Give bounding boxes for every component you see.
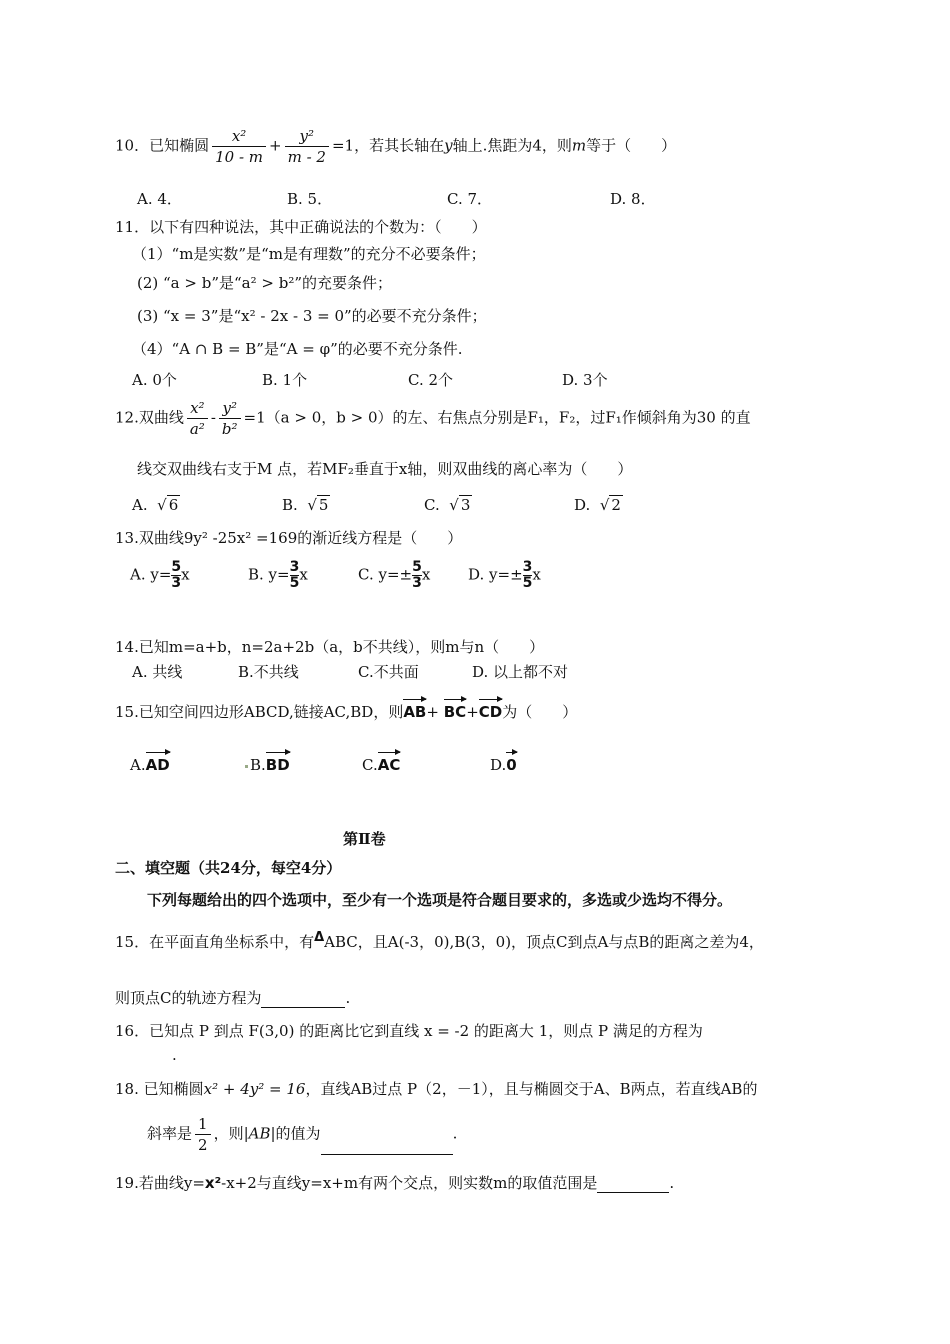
q14-option-d[interactable]: D. 以上都不对 [472, 663, 569, 681]
q18-line2-post: 的值为 [275, 1124, 321, 1143]
q16-stem: 16．已知点 P 到点 F(3,0) 的距离比它到直线 x = -2 的距离大 1，则点 P 满足的方程为 [115, 1022, 703, 1040]
part2-note: 下列每题给出的四个选项中，至少有一个选项是符合题目要求的，多选或少选均不得分。 [147, 891, 733, 909]
q15a-option-d-vector: 0 [506, 750, 516, 774]
q11-item-4: （4）“A ∩ B = B”是“A = φ”的必要不充分条件. [132, 340, 463, 358]
q12-frac2-den: b² [221, 420, 238, 438]
q11-option-c[interactable]: C. 2个 [408, 371, 454, 389]
q15b-line2 [115, 987, 350, 1008]
q12-stem [115, 398, 751, 439]
part2-title: 第Ⅱ卷 [343, 830, 386, 848]
q13-option-b-pre: B. y= [248, 565, 290, 584]
q11-stem: 11．以下有四种说法，其中正确说法的个数为：（ ） [115, 218, 487, 236]
q15a-vector-ab: AB [403, 697, 426, 721]
q12-frac1 [187, 398, 208, 439]
q18-abs-ab: |AB| [243, 1124, 276, 1143]
q13-option-a-frac [171, 560, 181, 591]
q10-option-d[interactable]: D. 8． [610, 190, 656, 208]
q15a-vector-bc: BC [444, 697, 466, 721]
q18-answer-blank[interactable] [321, 1138, 453, 1155]
q19-answer-blank[interactable] [597, 1176, 669, 1193]
q15b-post: ABC，且A(-3，0),B(3，0)，顶点C到点A与点B的距离之差为4， [324, 933, 764, 951]
q13-option-b-frac [290, 560, 300, 591]
q15a-plus2: + [466, 703, 479, 721]
q10-mid: 轴上.焦距为4，则 [452, 136, 572, 155]
q12-option-c[interactable] [424, 496, 472, 514]
q15a-option-b-vector: BD [266, 750, 290, 774]
q10-end: 等于（ ） [586, 136, 677, 155]
q19-end: . [669, 1174, 675, 1192]
q13-option-d-num: 3 [522, 559, 533, 575]
sqrt-icon: √ 5 [307, 496, 329, 514]
q16-answer-blank[interactable]: . [172, 1046, 177, 1064]
q15b-end: . [345, 989, 351, 1007]
q12-option-d[interactable] [574, 496, 623, 514]
q11-item-2: (2) “a > b”是“a² > b²”的充要条件； [137, 274, 393, 292]
q13-option-a-num: 5 [171, 559, 182, 575]
q13-option-b-num: 3 [289, 559, 300, 575]
q10-option-a[interactable]: A. 4． [137, 190, 182, 208]
q12-option-a-rad: 6 [168, 496, 179, 514]
q13-option-d-post: x [532, 565, 541, 584]
q15b-pre: 15．在平面直角坐标系中，有 [115, 933, 315, 951]
sqrt-icon: √ 6 [157, 496, 179, 514]
sqrt-icon: √ 2 [599, 496, 621, 514]
q13-option-c-pre: C. y=± [358, 565, 413, 584]
q13-option-d-pre: D. y=± [468, 565, 523, 584]
q13-option-b[interactable] [248, 560, 308, 591]
q15a-pre: 15.已知空间四边形ABCD,链接AC,BD，则 [115, 703, 404, 721]
q19-stem [115, 1172, 674, 1193]
part2-section-heading: 二、填空题（共24分，每空4分） [115, 859, 342, 877]
q13-option-b-den: 5 [289, 575, 300, 591]
q15a-option-a-label: A. [130, 756, 146, 774]
q10-option-b[interactable]: B. 5． [287, 190, 333, 208]
q10-stem [115, 126, 676, 167]
q10-frac2-den: m - 2 [287, 148, 326, 166]
q12-option-a-label: A. [132, 496, 148, 514]
dot-mark-icon [245, 765, 248, 768]
q10-frac1-num: x² [212, 126, 266, 147]
q10-number: 10．已知椭圆 [115, 136, 210, 155]
q15a-option-a-vector: AD [146, 750, 170, 774]
q10-frac2-num: y² [285, 126, 329, 147]
q13-option-c-frac [412, 560, 422, 591]
q12-option-c-label: C. [424, 496, 440, 514]
q18-slope-num: 1 [195, 1114, 211, 1135]
triangle-icon: Δ [314, 930, 325, 945]
q10-frac1 [212, 126, 266, 167]
q10-plus: + [269, 136, 282, 155]
q13-option-a-pre: A. y= [130, 565, 172, 584]
q15a-option-d-label: D. [490, 756, 507, 774]
q15b-line2-text: 则顶点C的轨迹方程为 [115, 989, 262, 1007]
q10-option-c[interactable]: C. 7． [447, 190, 493, 208]
q18-ellipse-eq: x² + 4y² = 16 [203, 1080, 306, 1098]
q19-post: -x+2与直线y=x+m有两个交点，则实数m的取值范围是 [221, 1174, 598, 1192]
q14-option-a[interactable]: A. 共线 [132, 663, 183, 681]
q15a-option-b-label: B. [250, 756, 266, 774]
q11-item-1: （1）“m是实数”是“m是有理数”的充分不必要条件； [132, 245, 486, 263]
q15a-option-b[interactable] [243, 750, 290, 774]
q13-stem: 13.双曲线9y² -25x² =169的渐近线方程是（ ） [115, 529, 463, 547]
q13-option-b-post: x [299, 565, 308, 584]
q11-option-a[interactable]: A. 0个 [132, 371, 177, 389]
q12-option-d-rad: 2 [611, 496, 621, 514]
q12-option-b-rad: 5 [318, 496, 329, 514]
q13-option-a-post: x [181, 565, 190, 584]
q15a-option-d[interactable] [490, 750, 517, 774]
q13-option-c-num: 5 [412, 559, 422, 575]
q10-eq: =1，若其长轴在 [331, 136, 445, 155]
q10-frac1-den: 10 - m [215, 148, 264, 166]
q15a-post: 为（ ） [502, 703, 578, 721]
q18-line2-pre: 斜率是 [147, 1124, 193, 1143]
q12-option-c-rad: 3 [460, 496, 471, 514]
q13-option-c-post: x [421, 565, 431, 584]
q10-m: m [571, 136, 587, 155]
q14-stem: 14.已知m=a+b，n=2a+2b（a，b不共线），则m与n（ ） [115, 638, 545, 656]
q12-frac1-num: x² [187, 398, 208, 419]
q15a-plus1: + [426, 703, 439, 721]
q18-line2 [147, 1114, 457, 1155]
q18-slope-den: 2 [198, 1136, 208, 1154]
q19-x-squared: x² [204, 1174, 222, 1192]
q18-end: . [452, 1124, 458, 1143]
q18-post: ，直线AB过点 P（2，－1），且与椭圆交于A、B两点，若直线AB的 [305, 1080, 758, 1098]
q15a-option-c[interactable] [362, 750, 400, 774]
sqrt-icon: √ 3 [449, 496, 471, 514]
q14-option-c[interactable]: C.不共面 [358, 663, 419, 681]
q12-rest: =1（a > 0，b > 0）的左、右焦点分别是F₁，F₂，过F₁作倾斜角为30 的直 [243, 408, 751, 427]
q15a-option-c-vector: AC [378, 750, 401, 774]
q13-option-a[interactable] [130, 560, 190, 591]
q11-item-3: (3) “x = 3”是“x² - 2x - 3 = 0”的必要不充分条件； [137, 307, 487, 325]
q10-y: y [444, 136, 453, 155]
q15b-answer-blank[interactable] [261, 991, 345, 1008]
q19-pre: 19.若曲线y= [115, 1174, 205, 1192]
q15a-vector-cd: CD [479, 697, 502, 721]
q18-stem [115, 1078, 757, 1099]
q12-minus: - [210, 408, 216, 427]
q12-frac2-num: y² [219, 398, 241, 419]
q11-option-b[interactable]: B. 1个 [262, 371, 308, 389]
q14-option-b[interactable]: B.不共线 [238, 663, 299, 681]
q18-pre: 18. 已知椭圆 [115, 1080, 204, 1098]
q12-option-a[interactable] [132, 496, 180, 514]
q13-option-d-frac [523, 560, 533, 591]
q13-option-d-den: 5 [522, 575, 533, 591]
q13-option-c[interactable] [358, 560, 430, 591]
q12-option-d-label: D. [574, 496, 591, 514]
q12-frac2 [219, 398, 241, 439]
q12-option-b-label: B. [282, 496, 298, 514]
q13-option-a-den: 3 [171, 575, 182, 591]
q15a-option-c-label: C. [362, 756, 378, 774]
q15a-option-a[interactable] [130, 750, 170, 774]
q12-line2: 线交双曲线右支于M 点，若MF₂垂直于x轴，则双曲线的离心率为（ ） [137, 460, 633, 478]
q15a-stem [115, 697, 577, 722]
q12-frac1-den: a² [189, 420, 205, 438]
q13-option-c-den: 3 [412, 575, 422, 591]
q12-number: 12.双曲线 [115, 408, 184, 427]
q12-option-b[interactable] [282, 496, 330, 514]
q15b-stem [115, 930, 764, 952]
q18-line2-mid: ，则 [213, 1124, 244, 1143]
q13-option-d[interactable] [468, 560, 541, 591]
q10-frac2 [285, 126, 329, 167]
q18-slope-frac [195, 1114, 211, 1155]
q11-option-d[interactable]: D. 3个 [562, 371, 608, 389]
